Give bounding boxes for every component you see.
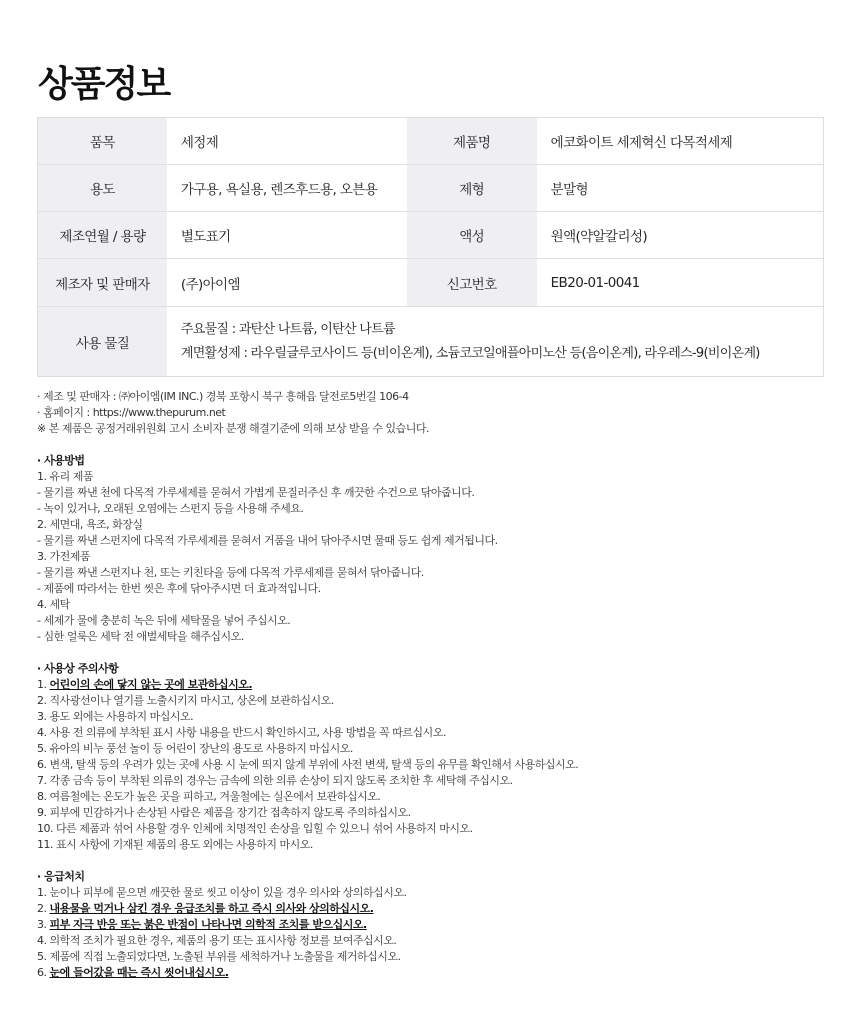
caution-line: 3. 용도 외에는 사용하지 마십시오.	[37, 710, 194, 723]
info-line: · 홈페이지 : https://www.thepurum.net	[37, 406, 226, 419]
label-form: 제형	[407, 165, 537, 212]
page-title: 상품정보	[38, 64, 170, 105]
usage-line: 2. 세면대, 욕조, 화장실	[37, 518, 143, 531]
value-report-number: EB20-01-0041	[537, 259, 824, 307]
caution-line: 4. 사용 전 의류에 부착된 표시 사항 내용을 반드시 확인하시고, 사용 방법을 꼭 따르십시오.	[37, 726, 446, 739]
caution-line: 2. 직사광선이나 열기를 노출시키지 마시고, 상온에 보관하십시오.	[37, 694, 334, 707]
emergency-line: 5. 제품에 직접 노출되었다면, 노출된 부위를 세척하거나 노출물을 제거하십시오.	[37, 950, 401, 963]
caution-line: 6. 변색, 탈색 등의 우려가 있는 곳에 사용 시 눈에 띄지 않게 부위에 사전 변색, 탈색 등의 유무를 확인해서 사용하십시오.	[37, 758, 579, 771]
value-manufacturer: (주)아이엠	[167, 259, 407, 307]
usage-line: - 제품에 따라서는 한번 씻은 후에 닦아주시면 더 효과적입니다.	[37, 582, 321, 595]
caution-number: 1.	[37, 678, 50, 691]
emergency-line	[37, 901, 847, 917]
product-info-table	[37, 117, 824, 377]
label-manufacturer: 제조자 및 판매자	[38, 259, 167, 307]
caution-line: 5. 유아의 비누 풍선 놀이 등 어린이 장난의 용도로 사용하지 마십시오.	[37, 742, 353, 755]
label-material: 사용 물질	[38, 307, 167, 377]
label-usage: 용도	[38, 165, 167, 212]
product-notes	[37, 389, 847, 981]
usage-line: 1. 유리 제품	[37, 470, 93, 483]
material-main: 주요물질 : 과탄산 나트륨, 이탄산 나트륨	[180, 321, 395, 337]
label-manufacture-date: 제조연월 / 용량	[38, 212, 167, 259]
usage-line: - 심한 얼룩은 세탁 전 애벌세탁을 해주십시오.	[37, 630, 244, 643]
emergency-heading: · 응급처치	[37, 870, 85, 883]
emergency-line: 1. 눈이나 피부에 묻으면 깨끗한 물로 씻고 이상이 있을 경우 의사와 상의하십시오.	[37, 886, 407, 899]
label-item: 품목	[38, 118, 167, 165]
table-row	[38, 118, 824, 165]
usage-line: 3. 가전제품	[37, 550, 90, 563]
label-product-name: 제품명	[407, 118, 537, 165]
value-form: 분말형	[537, 165, 824, 212]
emergency-line	[37, 965, 847, 981]
emergency-line: 4. 의학적 조치가 필요한 경우, 제품의 용기 또는 표시사항 정보를 보여주십시오.	[37, 934, 397, 947]
caution-line: 10. 다른 제품과 섞어 사용할 경우 인체에 치명적인 손상을 입힐 수 있으니 섞어 사용하지 마시오.	[37, 822, 473, 835]
emergency-number: 6.	[37, 966, 50, 979]
emergency-emphasis: 피부 자극 반응 또는 붉은 반점이 나타나면 의학적 조치를 받으십시오.	[49, 918, 367, 931]
value-item: 세정제	[167, 118, 407, 165]
label-ph: 액성	[407, 212, 537, 259]
value-usage: 가구용, 욕실용, 렌즈후드용, 오븐용	[167, 165, 407, 212]
caution-emphasis: 어린이의 손에 닿지 않는 곳에 보관하십시오.	[49, 678, 253, 691]
table-row	[38, 165, 824, 212]
usage-heading: · 사용방법	[37, 454, 85, 467]
usage-line: - 물기를 짜낸 스펀지나 천, 또는 키친타올 등에 다목적 가루세제를 묻혀서 닦아줍니다.	[37, 566, 424, 579]
caution-line: 8. 여름철에는 온도가 높은 곳을 피하고, 겨울철에는 실온에서 보관하십시오.	[37, 790, 381, 803]
value-product-name: 에코화이트 세제혁신 다목적세제	[537, 118, 824, 165]
caution-line: 9. 피부에 민감하거나 손상된 사람은 제품을 장기간 접촉하지 않도록 주의하십시오.	[37, 806, 411, 819]
material-surfactant: 계면활성제 : 라우릴글루코사이드 등(비이온계), 소듐코코일애플아미노산 등(음이온계), 라우레스-9(비이온계)	[180, 345, 760, 361]
emergency-line	[37, 917, 847, 933]
usage-line: 4. 세탁	[37, 598, 70, 611]
label-report-number: 신고번호	[407, 259, 537, 307]
value-ph: 원액(약알칼리성)	[537, 212, 824, 259]
caution-heading: · 사용상 주의사항	[37, 662, 119, 675]
info-line: · 제조 및 판매자 : ㈜아이엠(IM INC.) 경북 포항시 북구 흥해읍 달전로5번길 106-4	[37, 390, 409, 403]
usage-line: - 물기를 짜낸 스펀지에 다목적 가루세제를 묻혀서 거품을 내어 닦아주시면 물때 등도 쉽게 제거됩니다.	[37, 534, 498, 547]
emergency-emphasis: 눈에 들어갔을 때는 즉시 씻어내십시오.	[49, 966, 229, 979]
value-manufacture-date: 별도표기	[167, 212, 407, 259]
emergency-number: 3.	[37, 918, 50, 931]
caution-line: 7. 각종 금속 등이 부착된 의류의 경우는 금속에 의한 의류 손상이 되지 않도록 조치한 후 세탁해 주십시오.	[37, 774, 513, 787]
caution-line	[37, 677, 847, 693]
table-row	[38, 259, 824, 307]
emergency-number: 2.	[37, 902, 50, 915]
value-material	[167, 307, 824, 377]
usage-line: - 녹이 있거나, 오래된 오염에는 스펀지 등을 사용해 주세요.	[37, 502, 304, 515]
table-row	[38, 212, 824, 259]
usage-line: - 물기를 짜낸 천에 다목적 가루세제를 묻혀서 가볍게 문질러주신 후 깨끗한 수건으로 닦아줍니다.	[37, 486, 475, 499]
table-row	[38, 307, 824, 377]
info-line: ※ 본 제품은 공정거래위원회 고시 소비자 분쟁 해결기준에 의해 보상 받을 수 있습니다.	[37, 422, 429, 435]
caution-line: 11. 표시 사항에 기재된 제품의 용도 외에는 사용하지 마시오.	[37, 838, 313, 851]
emergency-emphasis: 내용물을 먹거나 삼킨 경우 응급조치를 하고 즉시 의사와 상의하십시오.	[49, 902, 374, 915]
usage-line: - 세제가 물에 충분히 녹은 뒤에 세탁물을 넣어 주십시오.	[37, 614, 291, 627]
